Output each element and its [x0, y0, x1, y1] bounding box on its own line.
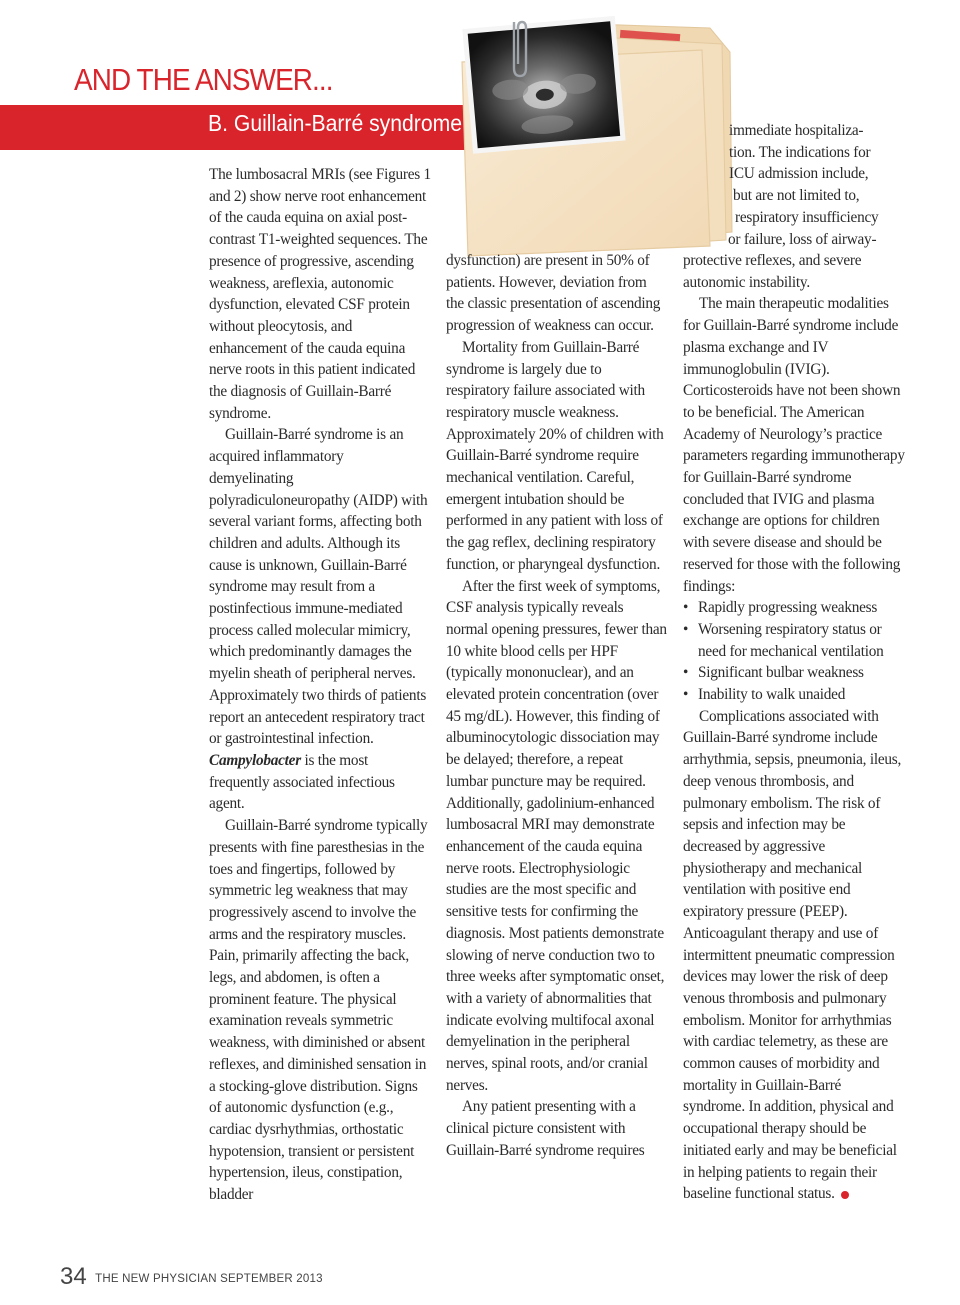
list-item-text: Rapidly progressing weakness [698, 599, 878, 617]
column-2 [446, 250, 668, 1162]
text-line: tion. The indications for [729, 143, 871, 161]
column-3 [683, 250, 905, 1205]
paragraph-instability: protective reflexes, and severe autonomic instability. [683, 252, 862, 291]
answer-heading: B. Guillain-Barré syndrome [208, 110, 463, 136]
paragraph-complications [683, 706, 905, 1205]
paragraph-mortality: Mortality from Guillain-Barré syndrome is largely due to respiratory failure associated with respiratory muscle weakness. Approximately 20% of children with Guillain-Barré syndrome require mechanical ventilation. Careful, emergent intubation should be performed in any patient with loss of the gag reflex, declining respiratory function, or pharyngeal dysfunction. [446, 338, 664, 573]
paragraph-csf-analysis: After the first week of symptoms, CSF analysis typically reveals normal opening pressures, fewer than 10 white blood cells per HPF (typically mononuclear), and an elevated protein concentration (over 45 mg/dL). However, this finding of albuminocytologic dissociation may be delayed; therefore, a repeat lumbar puncture may be required. Additionally, gadolinium-enhanced lumbosacral MRI may demonstrate enhancement of the cauda equina nerve roots. Electrophysiologic studies are the most specific and sensitive tests for confirming the diagnosis. Most patients demonstrate slowing of nerve conduction two to three weeks after symptomatic onset, with a variety of abnormalities that indicate evolving multifocal axonal demyelination in the peripheral nerves, spinal roots, and/or cranial nerves. [446, 577, 667, 1094]
text-line: ICU admission include, [729, 165, 869, 183]
list-item [683, 684, 905, 706]
list-item-text: Inability to walk unaided [698, 686, 846, 704]
paragraph-aidp-text: Guillain-Barré syndrome is an acquired inflammatory demyelinating polyradiculoneuropathy (AIDP) with several variant forms, affecting both children and adults. Although its cause is unknown, Guillain-Barré syndrome may result from a postinfectious immune-mediated process called molecular mimicry, which predominantly damages the myelin sheath of peripheral nerves. Approximately two thirds of patients report an antecedent respiratory tract or gastrointestinal infection. [209, 426, 428, 748]
text-line: immediate hospitaliza- [729, 122, 864, 139]
paragraph-hospitalization: Any patient presenting with a clinical picture consistent with Guillain-Barré syndrome requires [446, 1098, 645, 1159]
bullet-icon: • [683, 664, 689, 682]
page-number: 34 [60, 1263, 87, 1290]
list-item [683, 619, 905, 662]
bullet-icon: • [683, 620, 689, 638]
text-line: or failure, loss of airway- [728, 230, 877, 248]
paragraph-mri-findings: The lumbosacral MRIs (see Figures 1 and 2) show nerve root enhancement of the cauda equina on axial post-contrast T1-weighted sequences. The presence of progressive, ascending weakness, areflexia, autonomic dysfunction, elevated CSF protein without pleocytosis, and enhancement of the cauda equina nerve roots in this patient indicated the diagnosis of Guillain-Barré syndrome. [209, 166, 431, 422]
list-item-text: Worsening respiratory status or need for mechanical ventilation [698, 620, 884, 660]
campylobacter-term: Campylobacter [209, 751, 301, 769]
paragraph-presentation: Guillain-Barré syndrome typically presents with fine paresthesias in the toes and fingertips, followed by symmetric leg weakness that may progressively ascend to involve the arms and the respiratory muscles. Pain, primarily affecting the back, legs, and abdomen, is often a prominent feature. The physical examination reveals symmetric weakness, with diminished or absent reflexes, and diminished sensation in a stocking-glove distribution. Signs of autonomic dysfunction (e.g., cardiac dysrhythmias, orthostatic hypotension, transient or persistent hypertension, ileus, constipation, bladder [209, 817, 428, 1204]
list-item-text: Significant bulbar weakness [698, 664, 864, 682]
magazine-issue: THE NEW PHYSICIAN SEPTEMBER 2013 [95, 1273, 323, 1285]
bullet-icon: • [683, 599, 689, 617]
paragraph-aidp-after: is the most frequently associated infectious agent. [209, 751, 395, 813]
paragraph-aidp [209, 424, 431, 815]
paragraph-dysfunction-continued: dysfunction) are present in 50% of patients. However, deviation from the classic presentation of ascending progression of weakness can occur. [446, 252, 661, 335]
paragraph-therapy: The main therapeutic modalities for Guillain-Barré syndrome include plasma exchange and IV immunoglobulin (IVIG). Corticosteroids have not been shown to be beneficial. The American Academy of Neurology’s practice parameters regarding immunotherapy for Guillain-Barré syndrome concluded that IVIG and plasma exchange are options for children with severe disease and should be reserved for those with the following findings: [683, 295, 905, 595]
column-3-top [683, 120, 905, 250]
column-1 [209, 164, 431, 1206]
section-title: AND THE ANSWER... [74, 62, 333, 97]
list-item [683, 662, 905, 684]
text-line: respiratory insufficiency [735, 208, 879, 226]
findings-list [683, 597, 905, 706]
text-line: but are not limited to, [733, 187, 860, 205]
list-item [683, 597, 905, 619]
paragraph-complications-text: Complications associated with Guillain-Barré syndrome include arrhythmia, sepsis, pneumonia, ileus, deep venous thrombosis, and pulmonary embolism. The risk of sepsis and infection may be decreased by aggressive physiotherapy and mechanical ventilation with positive end expiratory pressure (PEEP). Anticoagulant therapy and use of intermittent pneumatic compression devices may lower the risk of deep venous thrombosis and pulmonary embolism. Monitor for arrhythmias with cardiac telemetry, as these are common causes of morbidity and mortality in Guillain-Barré syndrome. In addition, physical and occupational therapy should be initiated early and may be beneficial in helping patients to regain their baseline functional status. [683, 707, 902, 1203]
page-footer [60, 1263, 323, 1291]
end-mark-icon [841, 1191, 849, 1199]
bullet-icon: • [683, 686, 689, 704]
